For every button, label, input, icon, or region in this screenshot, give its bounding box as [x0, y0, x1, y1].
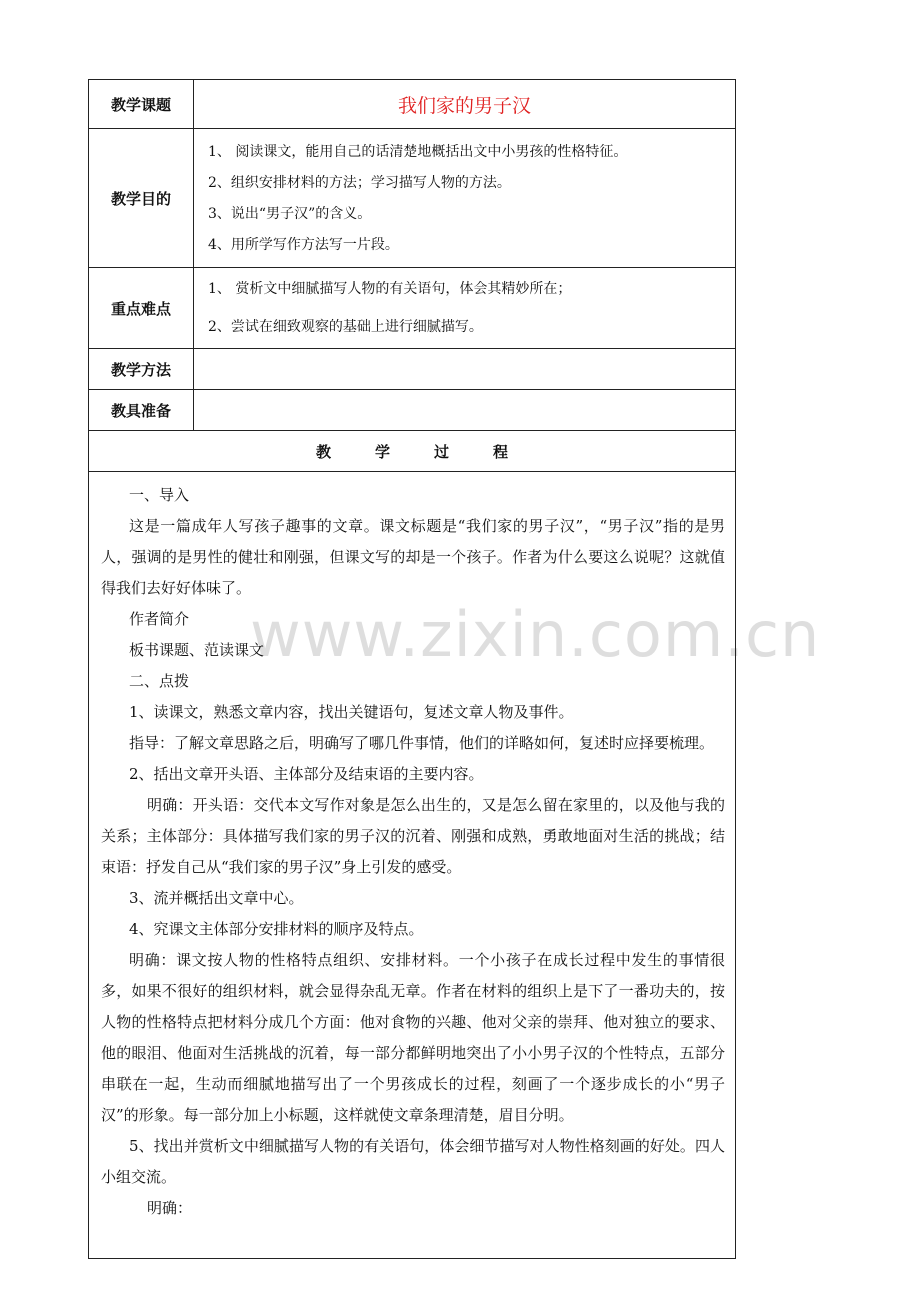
goals-label: 教学目的	[89, 129, 194, 268]
keypoints-cell	[194, 268, 736, 349]
goal-item: 3、说出“男子汉”的含义。	[208, 206, 372, 222]
tools-label: 教具准备	[89, 390, 194, 431]
method-label: 教学方法	[89, 349, 194, 390]
tools-value	[194, 390, 736, 431]
process-paragraph: 2、括出文章开头语、主体部分及结束语的主要内容。	[129, 765, 484, 783]
process-heading: 教学过程	[89, 431, 736, 472]
method-value	[194, 349, 736, 390]
process-paragraph: 一、导入	[129, 486, 190, 504]
process-paragraph: 4、究课文主体部分安排材料的顺序及特点。	[129, 920, 424, 938]
lesson-title: 我们家的男子汉	[194, 80, 736, 129]
process-paragraph: 作者简介	[129, 610, 190, 628]
process-body	[89, 472, 736, 1259]
keypoint-item: 2、尝试在细致观察的基础上进行细腻描写。	[208, 319, 483, 335]
process-paragraph: 1、读课文，熟悉文章内容，找出关键语句，复述文章人物及事件。	[129, 703, 574, 721]
method-row	[89, 349, 736, 390]
keypoints-row	[89, 268, 736, 349]
process-paragraph: 5、找出并赏析文中细腻描写人物的有关语句，体会细节描写对人物性格刻画的好处。四人小组交流。	[101, 1137, 725, 1186]
goals-cell	[194, 129, 736, 268]
goal-item: 1、 阅读课文，能用自己的话清楚地概括出文中小男孩的性格特征。	[208, 144, 628, 160]
topic-label: 教学课题	[89, 80, 194, 129]
watermark: www.zixin.com.cn	[250, 598, 821, 671]
process-paragraph: 二、点拨	[129, 672, 190, 690]
goal-item: 2、组织安排材料的方法；学习描写人物的方法。	[208, 175, 511, 191]
keypoints-label: 重点难点	[89, 268, 194, 349]
goal-item: 4、用所学写作方法写一片段。	[208, 237, 399, 253]
process-paragraph: 这是一篇成年人写孩子趣事的文章。课文标题是“我们家的男子汉”，“男子汉”指的是男人，强调的是男性的健壮和刚强，但课文写的却是一个孩子。作者为什么要这么说呢？这就值得我们去好好体味了。	[101, 517, 725, 597]
process-heading-row	[89, 431, 736, 472]
process-body-row	[89, 472, 736, 1259]
process-paragraph: 明确：课文按人物的性格特点组织、安排材料。一个小孩子在成长过程中发生的事情很多，如果不很好的组织材料，就会显得杂乱无章。作者在材料的组织上是下了一番功夫的，按人物的性格特点把材料分成几个方面：他对食物的兴趣、他对父亲的崇拜、他对独立的要求、他的眼泪、他面对生活挑战的沉着，每一部分都鲜明地突出了小小男子汉的个性特点，五部分串联在一起，生动而细腻地描写出了一个男孩成长的过程，刻画了一个逐步成长的小“男子汉”的形象。每一部分加上小标题，这样就使文章条理清楚，眉目分明。	[101, 951, 725, 1124]
process-paragraph: 明确：开头语：交代本文写作对象是怎么出生的，又是怎么留在家里的，以及他与我的关系；主体部分：具体描写我们家的男子汉的沉着、刚强和成熟，勇敢地面对生活的挑战；结束语：抒发自己从“我们家的男子汉”身上引发的感受。	[101, 796, 725, 876]
tools-row	[89, 390, 736, 431]
process-paragraph: 3、流并概括出文章中心。	[129, 889, 304, 907]
topic-row	[89, 80, 736, 129]
process-paragraph: 板书课题、范读课文	[129, 641, 265, 659]
goals-row	[89, 129, 736, 268]
process-paragraph: 指导：了解文章思路之后，明确写了哪几件事情，他们的详略如何，复述时应择要梳理。	[129, 734, 715, 752]
process-paragraph: 明确：	[147, 1199, 193, 1217]
keypoint-item: 1、 赏析文中细腻描写人物的有关语句，体会其精妙所在；	[208, 281, 572, 297]
lesson-plan-table	[88, 79, 736, 1259]
